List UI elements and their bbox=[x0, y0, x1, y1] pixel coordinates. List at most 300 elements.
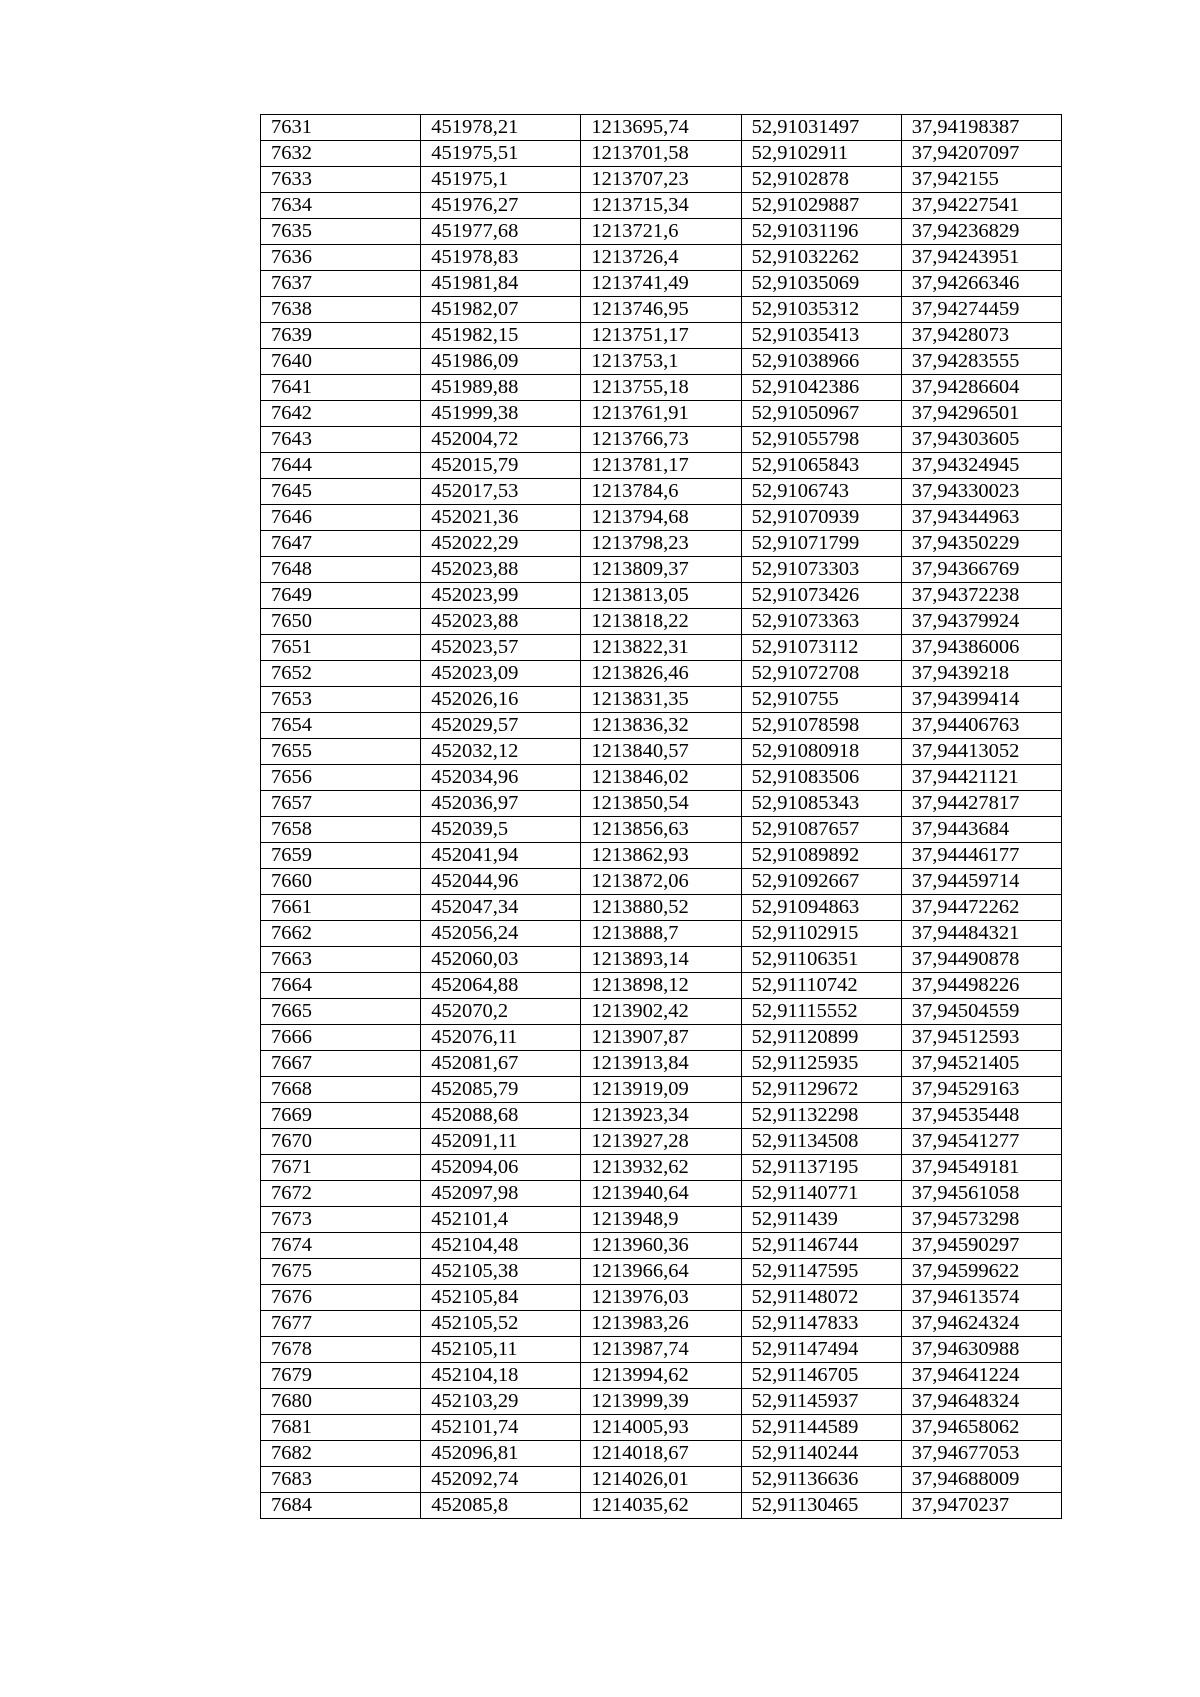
y-coordinate-cell: 1214026,01 bbox=[581, 1467, 741, 1493]
latitude-cell: 52,91065843 bbox=[741, 453, 901, 479]
x-coordinate-cell: 451975,1 bbox=[421, 167, 581, 193]
longitude-cell: 37,94330023 bbox=[901, 479, 1061, 505]
latitude-cell: 52,91031196 bbox=[741, 219, 901, 245]
y-coordinate-cell: 1213994,62 bbox=[581, 1363, 741, 1389]
longitude-cell: 37,94296501 bbox=[901, 401, 1061, 427]
longitude-cell: 37,94599622 bbox=[901, 1259, 1061, 1285]
x-coordinate-cell: 452064,88 bbox=[421, 973, 581, 999]
longitude-cell: 37,94243951 bbox=[901, 245, 1061, 271]
point-number-cell: 7635 bbox=[261, 219, 421, 245]
x-coordinate-cell: 452039,5 bbox=[421, 817, 581, 843]
latitude-cell: 52,91087657 bbox=[741, 817, 901, 843]
y-coordinate-cell: 1213856,63 bbox=[581, 817, 741, 843]
table-row bbox=[261, 479, 1062, 505]
y-coordinate-cell: 1213701,58 bbox=[581, 141, 741, 167]
table-row bbox=[261, 219, 1062, 245]
latitude-cell: 52,91035069 bbox=[741, 271, 901, 297]
latitude-cell: 52,91072708 bbox=[741, 661, 901, 687]
y-coordinate-cell: 1213781,17 bbox=[581, 453, 741, 479]
latitude-cell: 52,91134508 bbox=[741, 1129, 901, 1155]
latitude-cell: 52,91144589 bbox=[741, 1415, 901, 1441]
point-number-cell: 7682 bbox=[261, 1441, 421, 1467]
table-row bbox=[261, 1077, 1062, 1103]
latitude-cell: 52,91147494 bbox=[741, 1337, 901, 1363]
y-coordinate-cell: 1213960,36 bbox=[581, 1233, 741, 1259]
point-number-cell: 7677 bbox=[261, 1311, 421, 1337]
table-row bbox=[261, 713, 1062, 739]
x-coordinate-cell: 452070,2 bbox=[421, 999, 581, 1025]
table-row bbox=[261, 245, 1062, 271]
longitude-cell: 37,94366769 bbox=[901, 557, 1061, 583]
longitude-cell: 37,94399414 bbox=[901, 687, 1061, 713]
table-row bbox=[261, 427, 1062, 453]
point-number-cell: 7642 bbox=[261, 401, 421, 427]
y-coordinate-cell: 1213898,12 bbox=[581, 973, 741, 999]
x-coordinate-cell: 452036,97 bbox=[421, 791, 581, 817]
x-coordinate-cell: 452034,96 bbox=[421, 765, 581, 791]
point-number-cell: 7637 bbox=[261, 271, 421, 297]
longitude-cell: 37,94236829 bbox=[901, 219, 1061, 245]
table-row bbox=[261, 141, 1062, 167]
latitude-cell: 52,91083506 bbox=[741, 765, 901, 791]
latitude-cell: 52,91148072 bbox=[741, 1285, 901, 1311]
table-row bbox=[261, 401, 1062, 427]
table-row bbox=[261, 661, 1062, 687]
y-coordinate-cell: 1213932,62 bbox=[581, 1155, 741, 1181]
longitude-cell: 37,94421121 bbox=[901, 765, 1061, 791]
y-coordinate-cell: 1213746,95 bbox=[581, 297, 741, 323]
y-coordinate-cell: 1213822,31 bbox=[581, 635, 741, 661]
point-number-cell: 7680 bbox=[261, 1389, 421, 1415]
latitude-cell: 52,9102911 bbox=[741, 141, 901, 167]
latitude-cell: 52,91115552 bbox=[741, 999, 901, 1025]
y-coordinate-cell: 1213751,17 bbox=[581, 323, 741, 349]
longitude-cell: 37,94648324 bbox=[901, 1389, 1061, 1415]
x-coordinate-cell: 452021,36 bbox=[421, 505, 581, 531]
longitude-cell: 37,94472262 bbox=[901, 895, 1061, 921]
point-number-cell: 7667 bbox=[261, 1051, 421, 1077]
x-coordinate-cell: 452085,79 bbox=[421, 1077, 581, 1103]
y-coordinate-cell: 1213809,37 bbox=[581, 557, 741, 583]
latitude-cell: 52,9102878 bbox=[741, 167, 901, 193]
longitude-cell: 37,94227541 bbox=[901, 193, 1061, 219]
y-coordinate-cell: 1213695,74 bbox=[581, 115, 741, 141]
longitude-cell: 37,94274459 bbox=[901, 297, 1061, 323]
longitude-cell: 37,94677053 bbox=[901, 1441, 1061, 1467]
longitude-cell: 37,94207097 bbox=[901, 141, 1061, 167]
x-coordinate-cell: 452023,57 bbox=[421, 635, 581, 661]
x-coordinate-cell: 452094,06 bbox=[421, 1155, 581, 1181]
x-coordinate-cell: 452041,94 bbox=[421, 843, 581, 869]
point-number-cell: 7679 bbox=[261, 1363, 421, 1389]
longitude-cell: 37,94641224 bbox=[901, 1363, 1061, 1389]
x-coordinate-cell: 452044,96 bbox=[421, 869, 581, 895]
y-coordinate-cell: 1213813,05 bbox=[581, 583, 741, 609]
longitude-cell: 37,94549181 bbox=[901, 1155, 1061, 1181]
table-row bbox=[261, 739, 1062, 765]
latitude-cell: 52,91130465 bbox=[741, 1493, 901, 1519]
longitude-cell: 37,94372238 bbox=[901, 583, 1061, 609]
longitude-cell: 37,94658062 bbox=[901, 1415, 1061, 1441]
latitude-cell: 52,91032262 bbox=[741, 245, 901, 271]
longitude-cell: 37,94521405 bbox=[901, 1051, 1061, 1077]
longitude-cell: 37,94413052 bbox=[901, 739, 1061, 765]
table-row bbox=[261, 115, 1062, 141]
x-coordinate-cell: 452017,53 bbox=[421, 479, 581, 505]
point-number-cell: 7648 bbox=[261, 557, 421, 583]
latitude-cell: 52,91071799 bbox=[741, 531, 901, 557]
point-number-cell: 7675 bbox=[261, 1259, 421, 1285]
table-row bbox=[261, 1181, 1062, 1207]
x-coordinate-cell: 452088,68 bbox=[421, 1103, 581, 1129]
longitude-cell: 37,94446177 bbox=[901, 843, 1061, 869]
longitude-cell: 37,94484321 bbox=[901, 921, 1061, 947]
point-number-cell: 7650 bbox=[261, 609, 421, 635]
longitude-cell: 37,94379924 bbox=[901, 609, 1061, 635]
table-row bbox=[261, 1155, 1062, 1181]
y-coordinate-cell: 1213872,06 bbox=[581, 869, 741, 895]
y-coordinate-cell: 1213818,22 bbox=[581, 609, 741, 635]
table-row bbox=[261, 765, 1062, 791]
latitude-cell: 52,91055798 bbox=[741, 427, 901, 453]
x-coordinate-cell: 452092,74 bbox=[421, 1467, 581, 1493]
x-coordinate-cell: 452105,38 bbox=[421, 1259, 581, 1285]
point-number-cell: 7634 bbox=[261, 193, 421, 219]
table-row bbox=[261, 375, 1062, 401]
y-coordinate-cell: 1213923,34 bbox=[581, 1103, 741, 1129]
table-row bbox=[261, 323, 1062, 349]
point-number-cell: 7666 bbox=[261, 1025, 421, 1051]
point-number-cell: 7659 bbox=[261, 843, 421, 869]
latitude-cell: 52,91129672 bbox=[741, 1077, 901, 1103]
longitude-cell: 37,94490878 bbox=[901, 947, 1061, 973]
point-number-cell: 7673 bbox=[261, 1207, 421, 1233]
longitude-cell: 37,94630988 bbox=[901, 1337, 1061, 1363]
point-number-cell: 7632 bbox=[261, 141, 421, 167]
longitude-cell: 37,94406763 bbox=[901, 713, 1061, 739]
x-coordinate-cell: 452105,52 bbox=[421, 1311, 581, 1337]
latitude-cell: 52,91073363 bbox=[741, 609, 901, 635]
y-coordinate-cell: 1213999,39 bbox=[581, 1389, 741, 1415]
y-coordinate-cell: 1213846,02 bbox=[581, 765, 741, 791]
y-coordinate-cell: 1213913,84 bbox=[581, 1051, 741, 1077]
table-row bbox=[261, 947, 1062, 973]
x-coordinate-cell: 452023,99 bbox=[421, 583, 581, 609]
longitude-cell: 37,94541277 bbox=[901, 1129, 1061, 1155]
longitude-cell: 37,94344963 bbox=[901, 505, 1061, 531]
latitude-cell: 52,91029887 bbox=[741, 193, 901, 219]
x-coordinate-cell: 452023,88 bbox=[421, 557, 581, 583]
point-number-cell: 7681 bbox=[261, 1415, 421, 1441]
y-coordinate-cell: 1213907,87 bbox=[581, 1025, 741, 1051]
longitude-cell: 37,94498226 bbox=[901, 973, 1061, 999]
point-number-cell: 7640 bbox=[261, 349, 421, 375]
table-row bbox=[261, 557, 1062, 583]
x-coordinate-cell: 451978,83 bbox=[421, 245, 581, 271]
point-number-cell: 7639 bbox=[261, 323, 421, 349]
x-coordinate-cell: 451982,15 bbox=[421, 323, 581, 349]
table-row bbox=[261, 1337, 1062, 1363]
y-coordinate-cell: 1213940,64 bbox=[581, 1181, 741, 1207]
latitude-cell: 52,91140771 bbox=[741, 1181, 901, 1207]
x-coordinate-cell: 451977,68 bbox=[421, 219, 581, 245]
x-coordinate-cell: 452101,4 bbox=[421, 1207, 581, 1233]
y-coordinate-cell: 1213766,73 bbox=[581, 427, 741, 453]
longitude-cell: 37,94535448 bbox=[901, 1103, 1061, 1129]
y-coordinate-cell: 1213826,46 bbox=[581, 661, 741, 687]
latitude-cell: 52,91147595 bbox=[741, 1259, 901, 1285]
longitude-cell: 37,9470237 bbox=[901, 1493, 1061, 1519]
y-coordinate-cell: 1213927,28 bbox=[581, 1129, 741, 1155]
point-number-cell: 7641 bbox=[261, 375, 421, 401]
coordinates-table bbox=[260, 114, 1062, 1519]
longitude-cell: 37,94286604 bbox=[901, 375, 1061, 401]
point-number-cell: 7645 bbox=[261, 479, 421, 505]
longitude-cell: 37,94350229 bbox=[901, 531, 1061, 557]
point-number-cell: 7652 bbox=[261, 661, 421, 687]
latitude-cell: 52,91031497 bbox=[741, 115, 901, 141]
point-number-cell: 7654 bbox=[261, 713, 421, 739]
latitude-cell: 52,91073426 bbox=[741, 583, 901, 609]
point-number-cell: 7671 bbox=[261, 1155, 421, 1181]
y-coordinate-cell: 1213721,6 bbox=[581, 219, 741, 245]
x-coordinate-cell: 451976,27 bbox=[421, 193, 581, 219]
longitude-cell: 37,94590297 bbox=[901, 1233, 1061, 1259]
y-coordinate-cell: 1213902,42 bbox=[581, 999, 741, 1025]
table-row bbox=[261, 869, 1062, 895]
x-coordinate-cell: 451999,38 bbox=[421, 401, 581, 427]
latitude-cell: 52,91110742 bbox=[741, 973, 901, 999]
latitude-cell: 52,91078598 bbox=[741, 713, 901, 739]
table-row bbox=[261, 1467, 1062, 1493]
x-coordinate-cell: 451986,09 bbox=[421, 349, 581, 375]
point-number-cell: 7655 bbox=[261, 739, 421, 765]
table-row bbox=[261, 505, 1062, 531]
latitude-cell: 52,91106351 bbox=[741, 947, 901, 973]
x-coordinate-cell: 452004,72 bbox=[421, 427, 581, 453]
x-coordinate-cell: 452056,24 bbox=[421, 921, 581, 947]
point-number-cell: 7661 bbox=[261, 895, 421, 921]
longitude-cell: 37,94266346 bbox=[901, 271, 1061, 297]
point-number-cell: 7653 bbox=[261, 687, 421, 713]
y-coordinate-cell: 1213755,18 bbox=[581, 375, 741, 401]
table-row bbox=[261, 1363, 1062, 1389]
point-number-cell: 7633 bbox=[261, 167, 421, 193]
point-number-cell: 7683 bbox=[261, 1467, 421, 1493]
longitude-cell: 37,94688009 bbox=[901, 1467, 1061, 1493]
y-coordinate-cell: 1213836,32 bbox=[581, 713, 741, 739]
point-number-cell: 7649 bbox=[261, 583, 421, 609]
latitude-cell: 52,91136636 bbox=[741, 1467, 901, 1493]
point-number-cell: 7660 bbox=[261, 869, 421, 895]
longitude-cell: 37,94459714 bbox=[901, 869, 1061, 895]
table-row bbox=[261, 921, 1062, 947]
latitude-cell: 52,91035312 bbox=[741, 297, 901, 323]
point-number-cell: 7638 bbox=[261, 297, 421, 323]
longitude-cell: 37,94624324 bbox=[901, 1311, 1061, 1337]
table-row bbox=[261, 843, 1062, 869]
x-coordinate-cell: 451975,51 bbox=[421, 141, 581, 167]
longitude-cell: 37,9428073 bbox=[901, 323, 1061, 349]
y-coordinate-cell: 1213831,35 bbox=[581, 687, 741, 713]
point-number-cell: 7646 bbox=[261, 505, 421, 531]
latitude-cell: 52,91146705 bbox=[741, 1363, 901, 1389]
x-coordinate-cell: 452026,16 bbox=[421, 687, 581, 713]
table-row bbox=[261, 453, 1062, 479]
latitude-cell: 52,911439 bbox=[741, 1207, 901, 1233]
y-coordinate-cell: 1213794,68 bbox=[581, 505, 741, 531]
y-coordinate-cell: 1213753,1 bbox=[581, 349, 741, 375]
point-number-cell: 7651 bbox=[261, 635, 421, 661]
latitude-cell: 52,91132298 bbox=[741, 1103, 901, 1129]
point-number-cell: 7684 bbox=[261, 1493, 421, 1519]
y-coordinate-cell: 1213966,64 bbox=[581, 1259, 741, 1285]
table-row bbox=[261, 687, 1062, 713]
x-coordinate-cell: 451989,88 bbox=[421, 375, 581, 401]
table-row bbox=[261, 1025, 1062, 1051]
point-number-cell: 7636 bbox=[261, 245, 421, 271]
x-coordinate-cell: 452032,12 bbox=[421, 739, 581, 765]
latitude-cell: 52,91092667 bbox=[741, 869, 901, 895]
x-coordinate-cell: 452085,8 bbox=[421, 1493, 581, 1519]
latitude-cell: 52,91050967 bbox=[741, 401, 901, 427]
table-row bbox=[261, 609, 1062, 635]
latitude-cell: 52,91120899 bbox=[741, 1025, 901, 1051]
point-number-cell: 7663 bbox=[261, 947, 421, 973]
x-coordinate-cell: 452104,18 bbox=[421, 1363, 581, 1389]
x-coordinate-cell: 452096,81 bbox=[421, 1441, 581, 1467]
table-row bbox=[261, 531, 1062, 557]
y-coordinate-cell: 1213798,23 bbox=[581, 531, 741, 557]
longitude-cell: 37,94386006 bbox=[901, 635, 1061, 661]
point-number-cell: 7670 bbox=[261, 1129, 421, 1155]
latitude-cell: 52,91137195 bbox=[741, 1155, 901, 1181]
point-number-cell: 7669 bbox=[261, 1103, 421, 1129]
longitude-cell: 37,94504559 bbox=[901, 999, 1061, 1025]
longitude-cell: 37,94573298 bbox=[901, 1207, 1061, 1233]
latitude-cell: 52,91073303 bbox=[741, 557, 901, 583]
x-coordinate-cell: 452015,79 bbox=[421, 453, 581, 479]
x-coordinate-cell: 452103,29 bbox=[421, 1389, 581, 1415]
latitude-cell: 52,91035413 bbox=[741, 323, 901, 349]
table-row bbox=[261, 583, 1062, 609]
latitude-cell: 52,91125935 bbox=[741, 1051, 901, 1077]
latitude-cell: 52,91146744 bbox=[741, 1233, 901, 1259]
point-number-cell: 7647 bbox=[261, 531, 421, 557]
x-coordinate-cell: 452105,11 bbox=[421, 1337, 581, 1363]
y-coordinate-cell: 1213880,52 bbox=[581, 895, 741, 921]
point-number-cell: 7664 bbox=[261, 973, 421, 999]
latitude-cell: 52,91089892 bbox=[741, 843, 901, 869]
table-row bbox=[261, 1389, 1062, 1415]
longitude-cell: 37,94529163 bbox=[901, 1077, 1061, 1103]
point-number-cell: 7657 bbox=[261, 791, 421, 817]
y-coordinate-cell: 1213761,91 bbox=[581, 401, 741, 427]
table-row bbox=[261, 1103, 1062, 1129]
point-number-cell: 7644 bbox=[261, 453, 421, 479]
x-coordinate-cell: 452060,03 bbox=[421, 947, 581, 973]
y-coordinate-cell: 1213976,03 bbox=[581, 1285, 741, 1311]
x-coordinate-cell: 452047,34 bbox=[421, 895, 581, 921]
y-coordinate-cell: 1213784,6 bbox=[581, 479, 741, 505]
y-coordinate-cell: 1213850,54 bbox=[581, 791, 741, 817]
latitude-cell: 52,91042386 bbox=[741, 375, 901, 401]
point-number-cell: 7678 bbox=[261, 1337, 421, 1363]
y-coordinate-cell: 1213862,93 bbox=[581, 843, 741, 869]
table-row bbox=[261, 817, 1062, 843]
table-row bbox=[261, 791, 1062, 817]
table-row bbox=[261, 1493, 1062, 1519]
latitude-cell: 52,91080918 bbox=[741, 739, 901, 765]
table-row bbox=[261, 973, 1062, 999]
table-row bbox=[261, 635, 1062, 661]
table-row bbox=[261, 1415, 1062, 1441]
point-number-cell: 7665 bbox=[261, 999, 421, 1025]
table-row bbox=[261, 895, 1062, 921]
latitude-cell: 52,91102915 bbox=[741, 921, 901, 947]
y-coordinate-cell: 1213707,23 bbox=[581, 167, 741, 193]
y-coordinate-cell: 1213948,9 bbox=[581, 1207, 741, 1233]
y-coordinate-cell: 1214035,62 bbox=[581, 1493, 741, 1519]
longitude-cell: 37,94198387 bbox=[901, 115, 1061, 141]
x-coordinate-cell: 452101,74 bbox=[421, 1415, 581, 1441]
coordinates-table-body bbox=[261, 115, 1062, 1519]
latitude-cell: 52,91147833 bbox=[741, 1311, 901, 1337]
latitude-cell: 52,91073112 bbox=[741, 635, 901, 661]
latitude-cell: 52,91145937 bbox=[741, 1389, 901, 1415]
x-coordinate-cell: 452023,09 bbox=[421, 661, 581, 687]
y-coordinate-cell: 1213726,4 bbox=[581, 245, 741, 271]
table-row bbox=[261, 1051, 1062, 1077]
table-row bbox=[261, 297, 1062, 323]
longitude-cell: 37,94512593 bbox=[901, 1025, 1061, 1051]
table-row bbox=[261, 999, 1062, 1025]
y-coordinate-cell: 1213983,26 bbox=[581, 1311, 741, 1337]
point-number-cell: 7672 bbox=[261, 1181, 421, 1207]
table-row bbox=[261, 349, 1062, 375]
y-coordinate-cell: 1213987,74 bbox=[581, 1337, 741, 1363]
point-number-cell: 7643 bbox=[261, 427, 421, 453]
longitude-cell: 37,94324945 bbox=[901, 453, 1061, 479]
x-coordinate-cell: 452081,67 bbox=[421, 1051, 581, 1077]
table-row bbox=[261, 1285, 1062, 1311]
table-row bbox=[261, 271, 1062, 297]
point-number-cell: 7658 bbox=[261, 817, 421, 843]
y-coordinate-cell: 1213893,14 bbox=[581, 947, 741, 973]
y-coordinate-cell: 1213741,49 bbox=[581, 271, 741, 297]
latitude-cell: 52,91085343 bbox=[741, 791, 901, 817]
longitude-cell: 37,94613574 bbox=[901, 1285, 1061, 1311]
latitude-cell: 52,91094863 bbox=[741, 895, 901, 921]
x-coordinate-cell: 451978,21 bbox=[421, 115, 581, 141]
x-coordinate-cell: 452105,84 bbox=[421, 1285, 581, 1311]
point-number-cell: 7631 bbox=[261, 115, 421, 141]
table-row bbox=[261, 1259, 1062, 1285]
table-row bbox=[261, 193, 1062, 219]
x-coordinate-cell: 452029,57 bbox=[421, 713, 581, 739]
longitude-cell: 37,942155 bbox=[901, 167, 1061, 193]
longitude-cell: 37,9443684 bbox=[901, 817, 1061, 843]
table-row bbox=[261, 1311, 1062, 1337]
y-coordinate-cell: 1214018,67 bbox=[581, 1441, 741, 1467]
y-coordinate-cell: 1213919,09 bbox=[581, 1077, 741, 1103]
table-row bbox=[261, 1207, 1062, 1233]
table-row bbox=[261, 1233, 1062, 1259]
y-coordinate-cell: 1213888,7 bbox=[581, 921, 741, 947]
table-row bbox=[261, 1441, 1062, 1467]
point-number-cell: 7674 bbox=[261, 1233, 421, 1259]
x-coordinate-cell: 451981,84 bbox=[421, 271, 581, 297]
